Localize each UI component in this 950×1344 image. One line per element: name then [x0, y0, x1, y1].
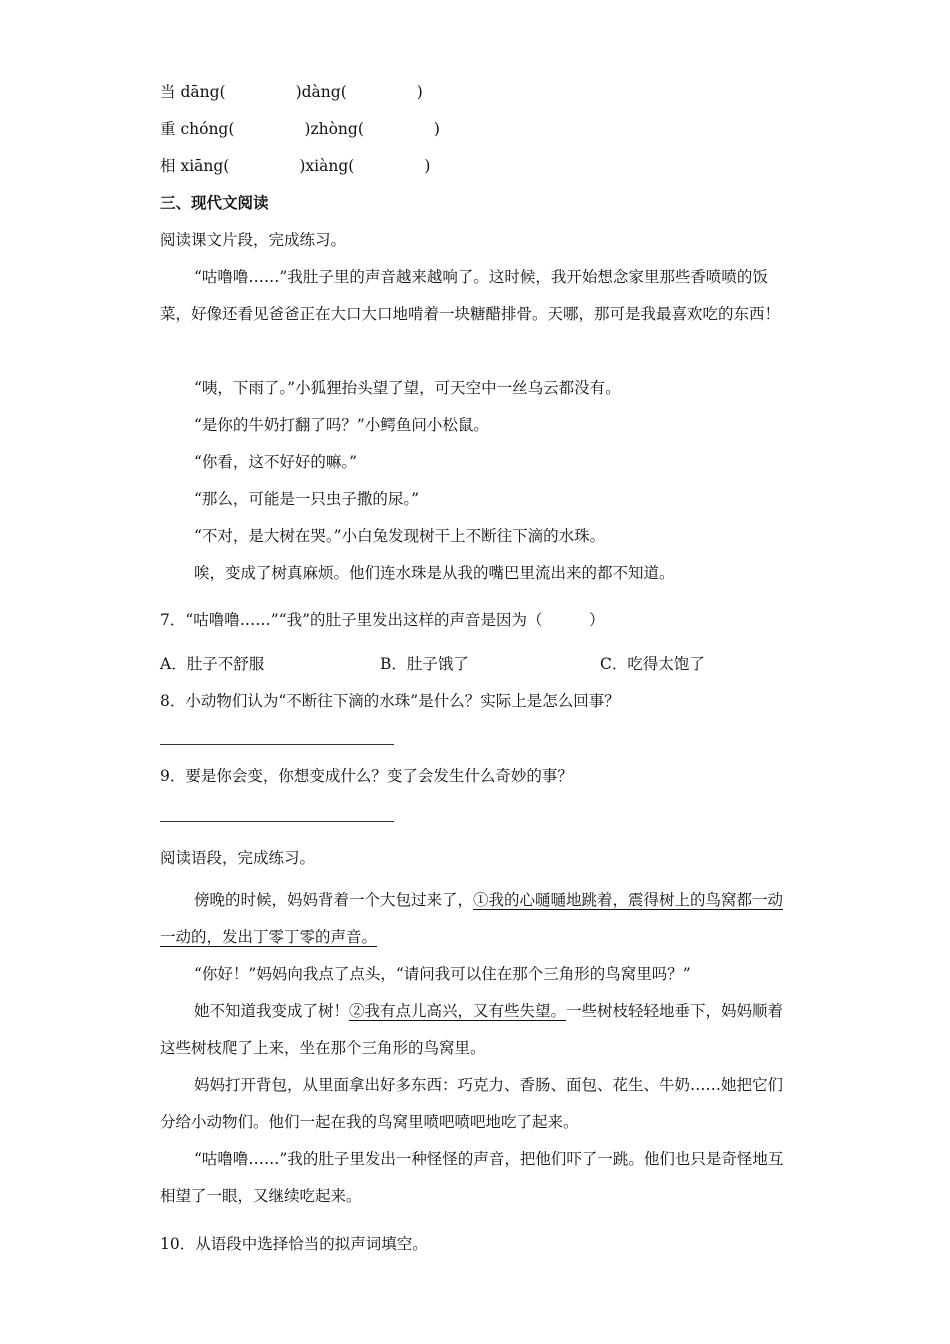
pinyin-char: 当	[160, 83, 176, 101]
reading2-p1-text: 傍晚的时候，妈妈背着一个大包过来了，	[194, 891, 474, 909]
reading2-paragraph-3	[160, 993, 792, 1067]
pinyin-c: )	[433, 120, 440, 138]
q8-answer-line[interactable]	[160, 744, 394, 745]
reading2-paragraph-5: “咕噜噜……”我的肚子里发出一种怪怪的声音，把他们吓了一跳。他们也只是奇怪地互相望了一眼，又继续吃起来。	[160, 1150, 784, 1205]
reading1-paragraph: “咦，下雨了。”小狐狸抬头望了望，可天空中一丝乌云都没有。	[194, 379, 621, 397]
q9-answer-line[interactable]	[160, 821, 394, 822]
q7-option-c[interactable]: C．吃得太饱了	[600, 655, 705, 673]
pinyin-b: )zhòng(	[304, 120, 364, 138]
reading1-paragraph: “咕噜噜……”我肚子里的声音越来越响了。这时候，我开始想念家里那些香喷喷的饭菜，好像还看见爸爸正在大口大口地啃着一块糖醋排骨。天哪，那可是我最喜欢吃的东西！	[160, 268, 781, 323]
reading2-paragraph-4: 妈妈打开背包，从里面拿出好多东西：巧克力、香肠、面包、花生、牛奶……她把它们分给小动物们。他们一起在我的鸟窝里喷吧喷吧地吃了起来。	[160, 1076, 784, 1131]
reading2-paragraph-2: “你好！”妈妈向我点了点头，“请问我可以住在那个三角形的鸟窝里吗？”	[194, 965, 691, 983]
underlined-sentence-1: ①我的心嗵嗵地跳着，震得树上的鸟窝都一动一动的，发出丁零丁零的声音。	[160, 891, 784, 946]
pinyin-char: 相	[160, 157, 176, 175]
pinyin-b: )xiàng(	[299, 157, 355, 175]
question-8: 8．小动物们认为“不断往下滴的水珠”是什么？实际上是怎么回事？	[160, 692, 620, 710]
question-7: 7．“咕噜噜……”“我”的肚子里发出这样的声音是因为（ ）	[160, 611, 605, 629]
reading2-instruction: 阅读语段，完成练习。	[160, 849, 316, 867]
pinyin-a: chóng(	[180, 120, 235, 138]
question-9: 9．要是你会变，你想变成什么？变了会发生什么奇妙的事？	[160, 767, 573, 785]
reading1-paragraph: “不对，是大树在哭。”小白兔发现树干上不断往下滴的水珠。	[194, 527, 606, 545]
section-title: 三、现代文阅读	[160, 193, 269, 212]
pinyin-row-zhong	[160, 119, 440, 139]
reading2-paragraph-1	[160, 882, 792, 956]
reading1-paragraph: 唉，变成了树真麻烦。他们连水珠是从我的嘴巴里流出来的都不知道。	[194, 564, 675, 582]
reading1-paragraph: “你看，这不好好的嘛。”	[194, 453, 358, 471]
pinyin-c: )	[416, 83, 423, 101]
underlined-sentence-2: ②我有点儿高兴，又有些失望。	[349, 1002, 567, 1020]
reading2-p3-text-a: 她不知道我变成了树！	[194, 1002, 350, 1020]
reading2-p3-text-b: 一些树枝轻轻地垂下，妈妈顺着这些树枝爬了上来，坐在那个三角形的鸟窝里。	[160, 1002, 784, 1057]
pinyin-a: xiāng(	[180, 157, 230, 175]
pinyin-row-dang	[160, 82, 423, 102]
pinyin-row-xiang	[160, 156, 430, 176]
reading1-paragraph: “那么，可能是一只虫子撒的尿。”	[194, 490, 420, 508]
pinyin-b: )dàng(	[295, 83, 347, 101]
reading1-paragraph: “是你的牛奶打翻了吗？”小鳄鱼问小松鼠。	[194, 416, 489, 434]
reading1-instruction: 阅读课文片段，完成练习。	[160, 231, 347, 249]
pinyin-char: 重	[160, 120, 176, 138]
q7-option-a[interactable]: A．肚子不舒服	[160, 655, 265, 673]
pinyin-c: )	[424, 157, 431, 175]
pinyin-a: dāng(	[180, 83, 226, 101]
q7-option-b[interactable]: B．肚子饿了	[380, 655, 469, 673]
question-10: 10．从语段中选择恰当的拟声词填空。	[160, 1235, 428, 1253]
